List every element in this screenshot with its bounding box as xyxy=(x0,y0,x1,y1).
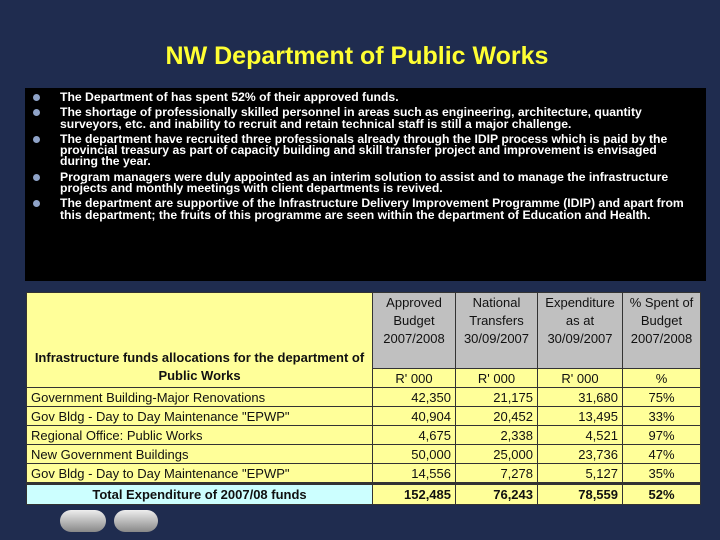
cell: 20,452 xyxy=(456,407,538,426)
bullet-item: The Department of has spent 52% of their approved funds. xyxy=(33,92,696,103)
total-row xyxy=(27,484,701,505)
column-header: National Transfers 30/09/2007 xyxy=(456,293,538,369)
bullet-item: Program managers were duly appointed as an interim solution to assist and to manage the infrastructure projects and monthly meetings with client departments is revived. xyxy=(33,172,696,195)
bullet-item: The shortage of professionally skilled personnel in areas such as engineering, architecture, quantity surveyors, etc. and inability to recruit and retain technical staff is still a major challenge. xyxy=(33,107,696,130)
bullet-icon xyxy=(33,200,40,207)
cell: 23,736 xyxy=(538,445,623,464)
cell: 33% xyxy=(623,407,701,426)
bullet-icon xyxy=(33,109,40,116)
row-label: Gov Bldg - Day to Day Maintenance "EPWP" xyxy=(27,464,373,484)
bullet-item: The department have recruited three professionals already through the IDIP process which is paid by the provincial treasury as part of capacity building and skill transfer project and improvement is envisaged during the year. xyxy=(33,134,696,168)
bullet-panel xyxy=(25,88,706,281)
cell: 21,175 xyxy=(456,388,538,407)
column-header: Expenditure as at 30/09/2007 xyxy=(538,293,623,369)
cell: 97% xyxy=(623,426,701,445)
bullet-item: The department are supportive of the Infrastructure Delivery Improvement Programme (IDIP) and apart from this department; the fruits of this programme are seen within the department of Education and Health. xyxy=(33,198,696,221)
cell: 25,000 xyxy=(456,445,538,464)
bullet-icon xyxy=(33,94,40,101)
cell: 4,675 xyxy=(373,426,456,445)
cell: 40,904 xyxy=(373,407,456,426)
unit-cell: R' 000 xyxy=(456,369,538,388)
cell: 52% xyxy=(623,484,701,505)
cell: 7,278 xyxy=(456,464,538,484)
cell: 5,127 xyxy=(538,464,623,484)
cell: 14,556 xyxy=(373,464,456,484)
bullet-icon xyxy=(33,136,40,143)
cell: 42,350 xyxy=(373,388,456,407)
table-row xyxy=(27,464,701,484)
cell: 2,338 xyxy=(456,426,538,445)
cell: 78,559 xyxy=(538,484,623,505)
unit-cell: % xyxy=(623,369,701,388)
row-label: Gov Bldg - Day to Day Maintenance "EPWP" xyxy=(27,407,373,426)
decorative-shape xyxy=(114,510,158,532)
cell: 47% xyxy=(623,445,701,464)
table-row xyxy=(27,426,701,445)
cell: 13,495 xyxy=(538,407,623,426)
total-label: Total Expenditure of 2007/08 funds xyxy=(27,484,373,505)
unit-cell: R' 000 xyxy=(538,369,623,388)
slide-title: NW Department of Public Works xyxy=(165,42,549,70)
table-row xyxy=(27,445,701,464)
decorative-shape xyxy=(60,510,106,532)
row-label: Regional Office: Public Works xyxy=(27,426,373,445)
column-header: % Spent of Budget 2007/2008 xyxy=(623,293,701,369)
cell: 75% xyxy=(623,388,701,407)
table-row xyxy=(27,407,701,426)
cell: 31,680 xyxy=(538,388,623,407)
cell: 4,521 xyxy=(538,426,623,445)
label-header: Infrastructure funds allocations for the department of Public Works xyxy=(27,293,373,388)
unit-cell: R' 000 xyxy=(373,369,456,388)
row-label: New Government Buildings xyxy=(27,445,373,464)
cell: 76,243 xyxy=(456,484,538,505)
table-row xyxy=(27,388,701,407)
bullet-icon xyxy=(33,174,40,181)
cell: 50,000 xyxy=(373,445,456,464)
cell: 35% xyxy=(623,464,701,484)
cell: 152,485 xyxy=(373,484,456,505)
column-header: Approved Budget 2007/2008 xyxy=(373,293,456,369)
funds-table xyxy=(26,292,701,505)
row-label: Government Building-Major Renovations xyxy=(27,388,373,407)
table-header-row xyxy=(27,293,701,369)
